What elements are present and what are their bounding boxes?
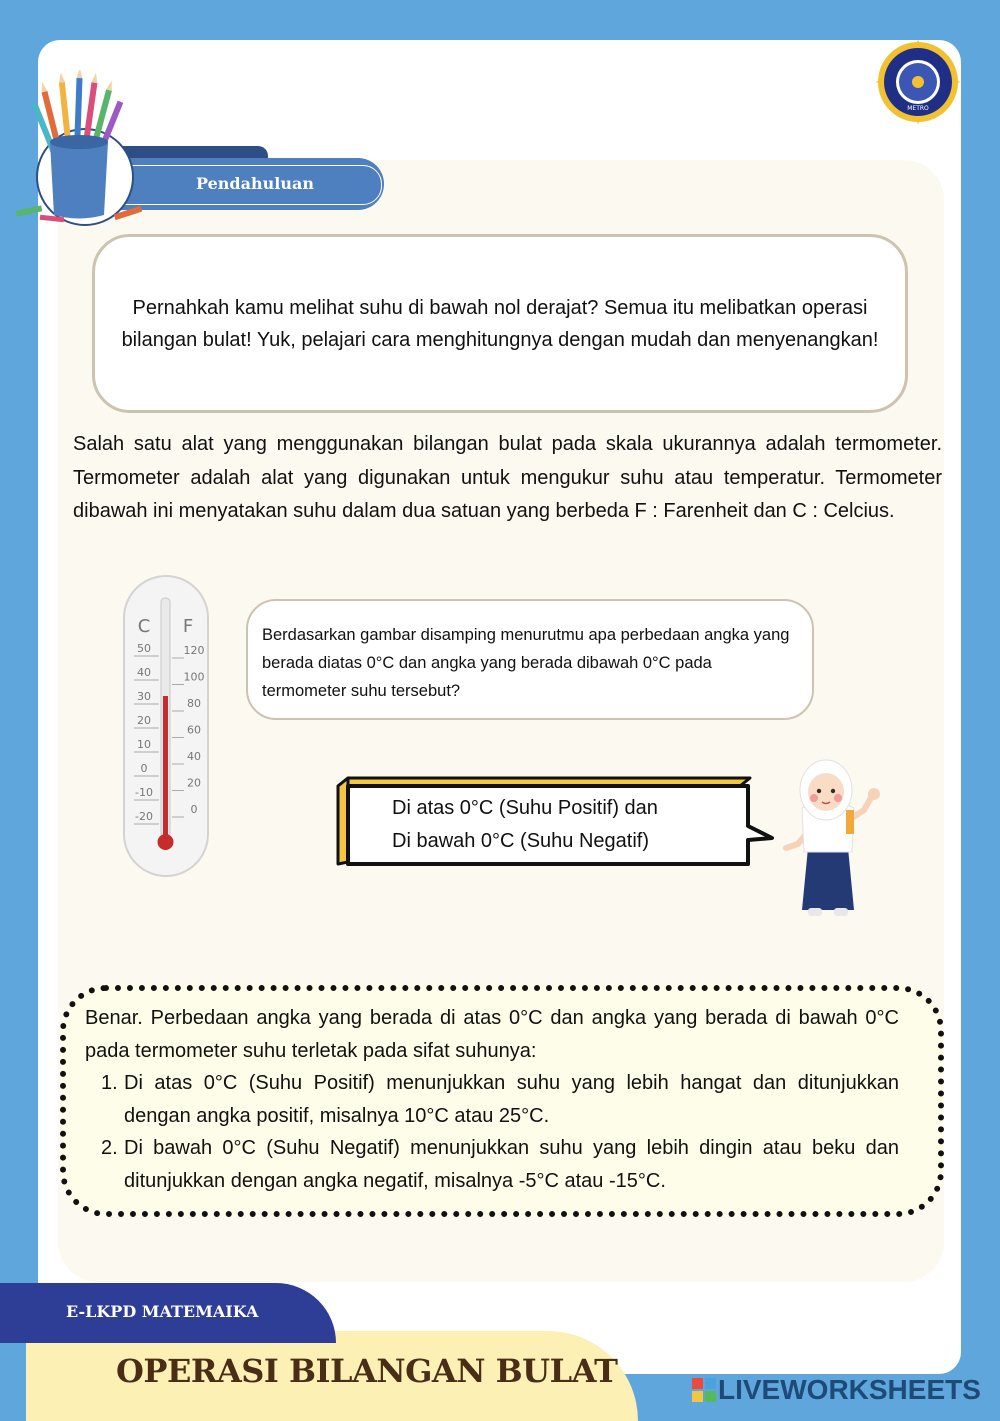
answer-line-2: Di bawah 0°C (Suhu Negatif) [392,830,650,852]
university-logo-icon [876,40,960,124]
footer-title: OPERASI BILANGAN BULAT [116,1352,618,1390]
celsius-tick-label: 50 [137,642,151,655]
intro-callout [92,234,908,413]
thermometer-paragraph: Salah satu alat yang menggunakan bilangan bulat pada skala ukurannya adalah termometer. Termometer adalah alat yang digunakan untuk mengukur suhu atau temperatur. Termometer dibawah ini menyatakan suhu dalam dua satuan yang berbeda F : Farenheit dan C : Celcius. [73,433,942,522]
feedback-item-text: Di bawah 0°C (Suhu Negatif) menunjukkan suhu yang lebih dingin atau beku dan ditunjukkan dengan angka negatif, misalnya -5°C atau -15°C. [124,1137,899,1192]
answer-line-1: Di atas 0°C (Suhu Positif) dan [392,797,658,819]
fahrenheit-tick-label: 60 [187,723,201,737]
feedback-item-number: 1. [101,1072,118,1094]
thermometer-icon [114,572,218,880]
fahrenheit-tick-label: 0 [190,803,198,816]
watermark-text: LIVEWORKSHEETS [718,1374,981,1405]
celsius-tick-label: 40 [137,666,151,679]
celsius-tick-label: -10 [135,786,153,799]
girl-illustration-icon [768,752,884,920]
feedback-lead: Benar. Perbedaan angka yang berada di atas 0°C dan angka yang berada di bawah 0°C pada termometer suhu terletak pada sifat suhunya: [85,1007,899,1062]
pencil-cup-icon [14,70,144,230]
celsius-tick-label: -20 [135,810,153,823]
feedback-item-1 [85,1067,899,1133]
liveworksheets-logo-icon [692,1378,716,1402]
feedback-item-2 [85,1132,899,1198]
celsius-tick-label: 10 [137,738,151,751]
fahrenheit-tick-label: 20 [187,776,201,790]
answer-text[interactable] [392,792,658,858]
question-bubble [246,599,814,720]
feedback-item-number: 2. [101,1137,118,1159]
liveworksheets-brand [692,1374,981,1406]
intro-text: Pernahkah kamu melihat suhu di bawah nol derajat? Semua itu melibatkan operasi bilangan bulat! Yuk, pelajari cara menghitungnya dengan mudah dan menyenangkan! [121,296,879,351]
celsius-tick-label: 20 [137,714,151,727]
celsius-tick-label: 30 [137,690,151,703]
logo-text: METRO [907,105,929,112]
question-text: Berdasarkan gambar disamping menurutmu apa perbedaan angka yang berada diatas 0°C dan angka yang berada dibawah 0°C pada termometer suhu tersebut? [262,626,790,700]
section-title: Pendahuluan [196,174,314,193]
fahrenheit-tick-label: 120 [183,644,205,657]
fahrenheit-tick-label: 80 [187,697,201,710]
celsius-tick-label: 0 [140,762,148,775]
fahrenheit-tick-label: 100 [183,670,205,684]
footer-label: E-LKPD MATEMAIKA [66,1302,259,1321]
feedback-item-text: Di atas 0°C (Suhu Positif) menunjukkan suhu yang lebih hangat dan ditunjukkan dengan angka positif, misalnya 10°C atau 25°C. [124,1072,899,1127]
celsius-label: C [137,616,151,637]
fahrenheit-tick-label: 40 [187,750,201,763]
fahrenheit-label: F [182,616,194,637]
